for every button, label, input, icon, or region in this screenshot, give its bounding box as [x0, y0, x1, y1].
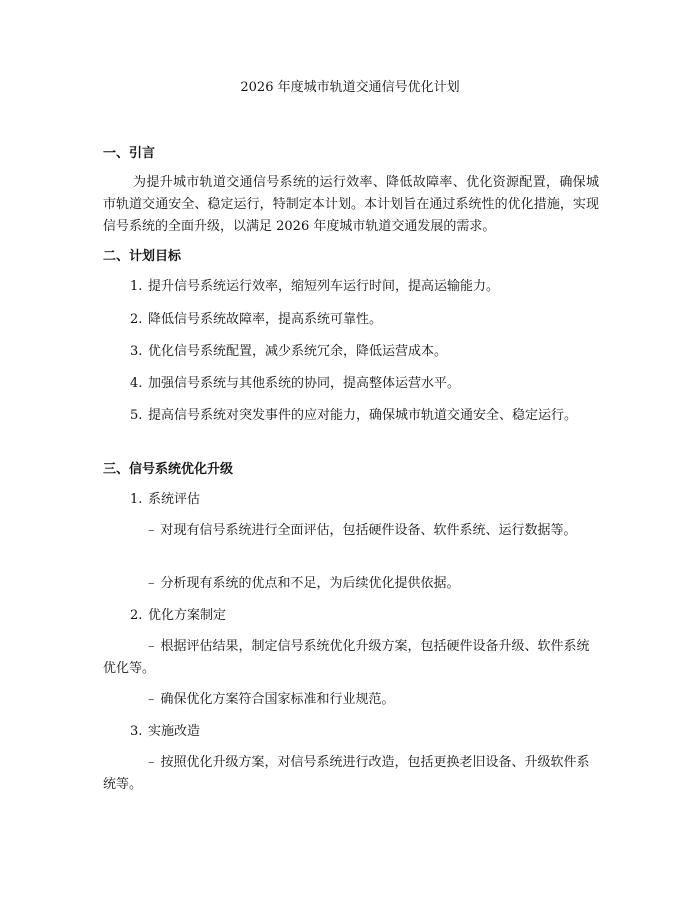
goal-text: 加强信号系统与其他系统的协同，提高整体运营水平。 [148, 376, 461, 391]
sub-item-text: 对现有信号系统进行全面评估，包括硬件设备、软件系统、运行数据等。 [160, 523, 577, 538]
dash-glyph: – [148, 692, 155, 707]
goal-item [103, 276, 599, 298]
goal-number: 2. [130, 312, 143, 327]
dash-glyph: – [148, 576, 155, 591]
sub-item-text: 分析现有系统的优点和不足，为后续优化提供依据。 [160, 576, 460, 591]
step-title: 优化方案制定 [148, 608, 227, 623]
sub-item-text: 按照优化升级方案，对信号系统进行改造，包括更换老旧设备、升级软件系统等。 [103, 755, 590, 792]
step-item [103, 489, 599, 511]
section-heading-intro: 一、引言 [103, 146, 156, 161]
section-heading-upgrade: 三、信号系统优化升级 [103, 462, 234, 477]
goal-number: 3. [130, 344, 143, 359]
document-title: 2026 年度城市轨道交通信号优化计划 [240, 80, 460, 95]
goal-text: 提高信号系统对突发事件的应对能力，确保城市轨道交通安全、稳定运行。 [148, 408, 578, 423]
goal-text: 优化信号系统配置，减少系统冗余，降低运营成本。 [148, 344, 448, 359]
goal-number: 1. [130, 279, 143, 294]
section-heading-goals: 二、计划目标 [103, 249, 182, 264]
goal-item [103, 341, 599, 363]
step-number: 2. [130, 608, 143, 623]
sub-item [103, 689, 599, 711]
goal-item [103, 373, 599, 395]
sub-item-text: 根据评估结果，制定信号系统优化升级方案，包括硬件设备升级、软件系统优化等。 [103, 639, 590, 676]
sub-item [103, 752, 599, 796]
step-title: 系统评估 [148, 492, 201, 507]
goal-item [103, 405, 599, 427]
dash-glyph: – [148, 523, 155, 538]
dash-glyph: – [148, 755, 155, 770]
goal-text: 降低信号系统故障率，提高系统可靠性。 [148, 312, 383, 327]
sub-item [103, 636, 599, 680]
goal-number: 4. [130, 376, 143, 391]
sub-item [103, 520, 599, 542]
step-title: 实施改造 [148, 724, 201, 739]
step-item [103, 721, 599, 743]
step-item [103, 605, 599, 627]
sub-item-text: 确保优化方案符合国家标准和行业规范。 [160, 692, 395, 707]
step-number: 3. [130, 724, 143, 739]
dash-glyph: – [148, 639, 155, 654]
goal-text: 提升信号系统运行效率，缩短列车运行时间，提高运输能力。 [148, 279, 500, 294]
sub-item [103, 573, 599, 595]
intro-paragraph: 为提升城市轨道交通信号系统的运行效率、降低故障率、优化资源配置，确保城市轨道交通安全、稳定运行，特制定本计划。本计划旨在通过系统性的优化措施，实现信号系统的全面升级，以满足 2026 年度城市轨道交通发展的需求。 [103, 175, 599, 234]
step-number: 1. [130, 492, 143, 507]
goal-item [103, 309, 599, 331]
goal-number: 5. [130, 408, 143, 423]
